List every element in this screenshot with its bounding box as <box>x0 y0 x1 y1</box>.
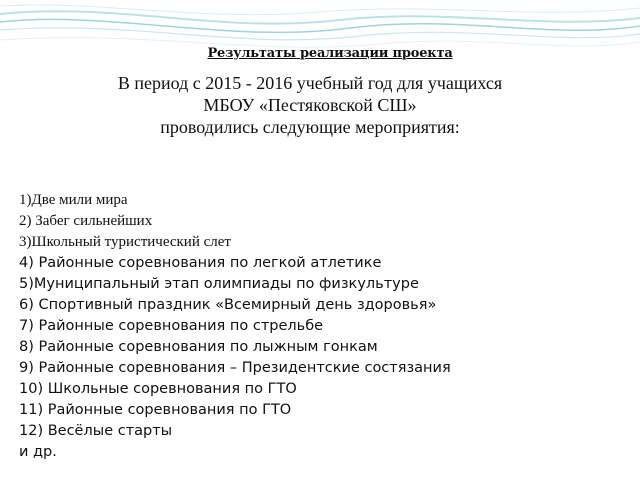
list-item: 9) Районные соревнования – Президентские состязания <box>19 360 451 376</box>
list-item: 3)Школьный туристический слет <box>19 234 231 250</box>
intro-line: МБОУ «Пестяковской СШ» <box>203 95 417 115</box>
list-item: 6) Спортивный праздник «Всемирный день здоровья» <box>19 297 437 313</box>
list-item: 10) Школьные соревнования по ГТО <box>19 381 297 397</box>
list-item: и др. <box>19 444 57 460</box>
list-item: 2) Забег сильнейших <box>19 213 153 229</box>
list-item: 5)Муниципальный этап олимпиады по физкультуре <box>19 276 419 292</box>
intro-line: проводились следующие мероприятия: <box>160 117 460 137</box>
intro-line: В период с 2015 - 2016 учебный год для учащихся <box>117 73 503 93</box>
slide-title: Результаты реализации проекта <box>207 46 453 61</box>
list-item: 8) Районные соревнования по лыжным гонкам <box>19 339 378 355</box>
list-item: 4) Районные соревнования по легкой атлетике <box>19 255 382 271</box>
events-list <box>19 190 629 463</box>
intro-text <box>40 72 580 138</box>
list-item: 12) Весёлые старты <box>19 423 173 439</box>
list-item: 11) Районные соревнования по ГТО <box>19 402 292 418</box>
list-item: 1)Две мили мира <box>19 192 128 208</box>
list-item: 7) Районные соревнования по стрельбе <box>19 318 324 334</box>
